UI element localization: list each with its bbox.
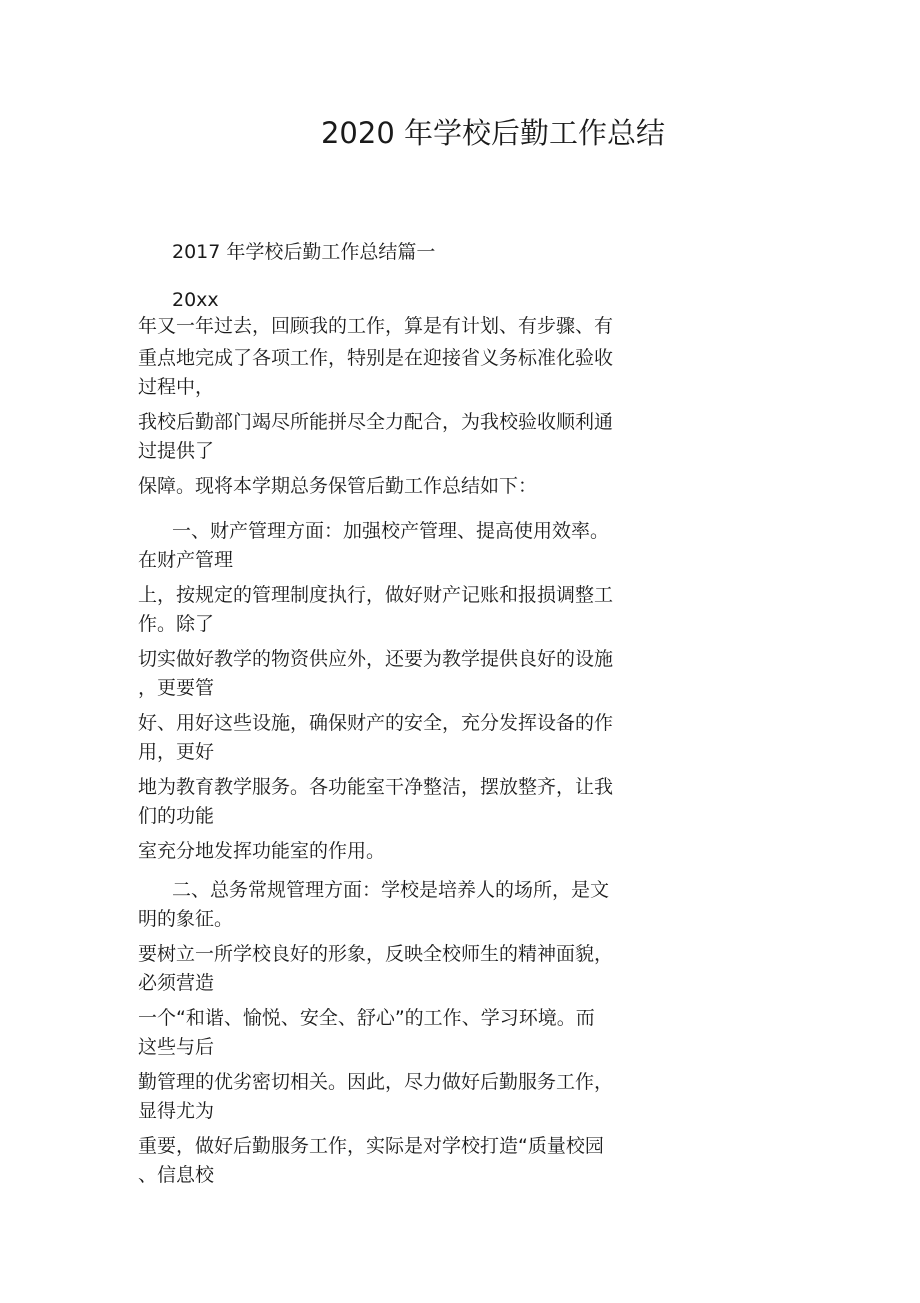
text-line: 显得尤为 <box>138 1100 215 1122</box>
text-line: 二、总务常规管理方面：学校是培养人的场所，是文 <box>172 879 610 901</box>
text-line: 们的功能 <box>138 805 215 827</box>
text-line: 重点地完成了各项工作，特别是在迎接省义务标准化验收 <box>138 347 614 369</box>
paragraph-general-affairs <box>138 876 678 1189</box>
text-line: 要树立一所学校良好的形象，反映全校师生的精神面貌， <box>138 943 614 965</box>
year-label: 20xx <box>172 289 219 311</box>
text-line: 保障。现将本学期总务保管后勤工作总结如下： <box>138 475 538 497</box>
text-line: 好、用好这些设施，确保财产的安全，充分发挥设备的作 <box>138 712 614 734</box>
text-line: 明的象征。 <box>138 908 234 930</box>
section-title: 2017 年学校后勤工作总结篇一 <box>172 241 436 263</box>
text-line: 一、财产管理方面：加强校产管理、提高使用效率。 <box>172 520 610 542</box>
text-line: 地为教育教学服务。各功能室干净整洁，摆放整齐，让我 <box>138 776 614 798</box>
text-line: 过提供了 <box>138 440 215 462</box>
text-line: 用，更好 <box>138 741 215 763</box>
text-line: 勤管理的优劣密切相关。因此，尽力做好后勤服务工作， <box>138 1071 614 1093</box>
document-title: 2020 年学校后勤工作总结 <box>320 116 666 150</box>
text-line: 一个“和谐、愉悦、安全、舒心”的工作、学习环境。而 <box>138 1007 595 1029</box>
text-line: 室充分地发挥功能室的作用。 <box>138 840 386 862</box>
text-line: 切实做好教学的物资供应外，还要为教学提供良好的设施 <box>138 648 614 670</box>
text-line: 这些与后 <box>138 1036 215 1058</box>
text-line: 年又一年过去，回顾我的工作，算是有计划、有步骤、有 <box>138 315 614 337</box>
paragraph-property-management <box>138 517 678 865</box>
text-line: 我校后勤部门竭尽所能拼尽全力配合，为我校验收顺利通 <box>138 411 614 433</box>
text-line: 、信息校 <box>138 1164 215 1186</box>
text-line: 过程中， <box>138 376 215 398</box>
text-line: 上，按规定的管理制度执行，做好财产记账和报损调整工 <box>138 584 614 606</box>
text-line: 重要，做好后勤服务工作，实际是对学校打造“质量校园 <box>138 1135 604 1157</box>
text-line: ，更要管 <box>138 677 215 699</box>
text-line: 必须营造 <box>138 972 215 994</box>
paragraph-intro <box>138 312 678 500</box>
text-line: 作。除了 <box>138 613 215 635</box>
text-line: 在财产管理 <box>138 549 234 571</box>
